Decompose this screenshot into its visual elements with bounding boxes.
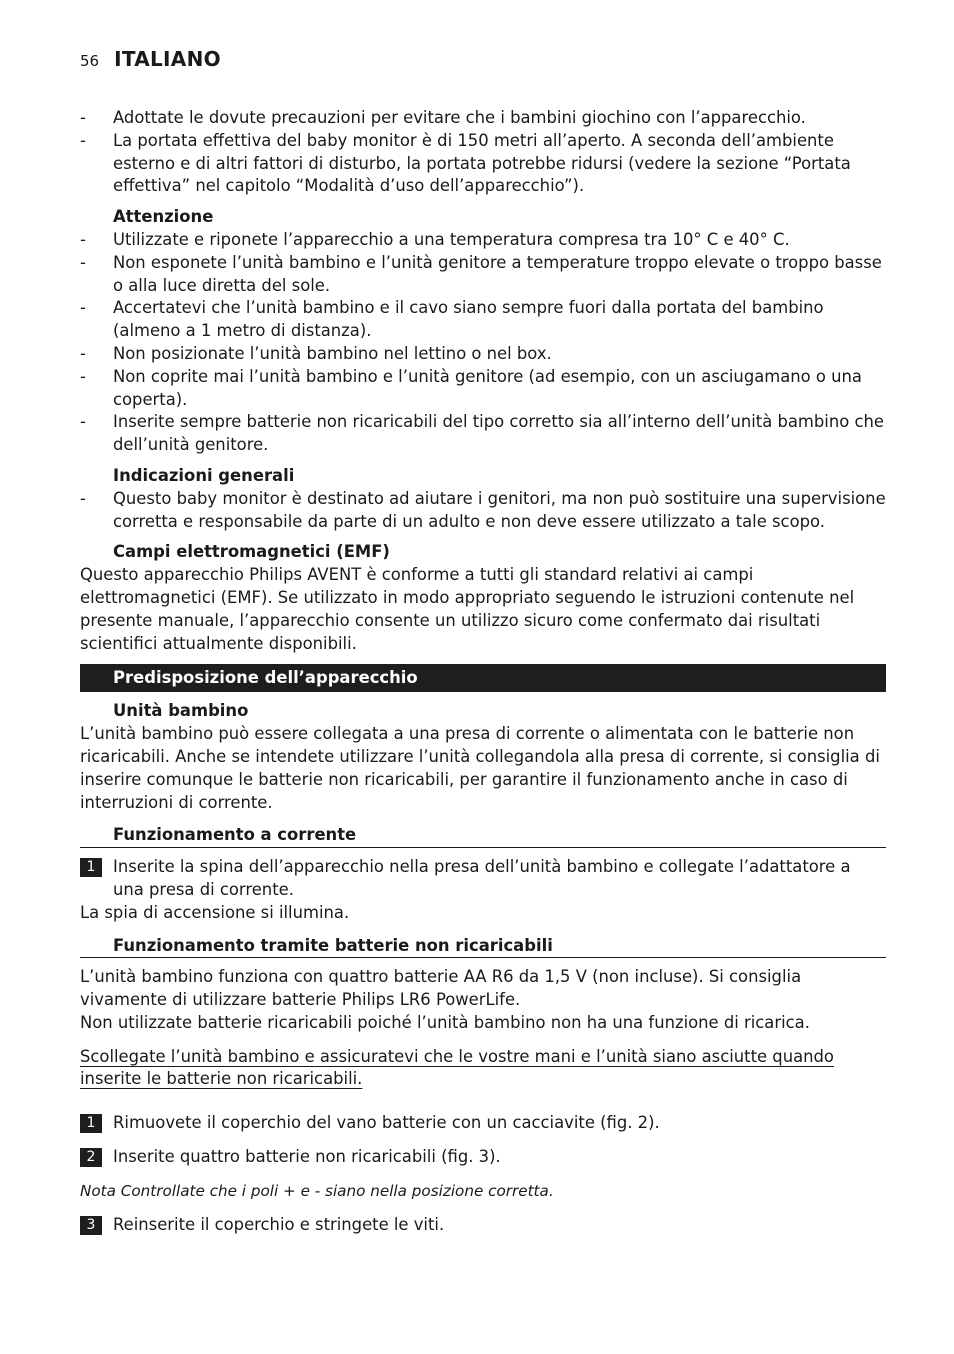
step-number-badge: 2 <box>80 1148 102 1167</box>
list-item: - Utilizzate e riponete l’apparecchio a una temperatura compresa tra 10° C e 40° C. <box>80 229 790 249</box>
list-item: - Questo baby monitor è destinato ad aiutare i genitori, ma non può sostituire una supervisione corretta e responsabile da parte di un adulto e non deve essere utilizzato a tale scopo. <box>80 488 886 531</box>
result-text: La spia di accensione si illumina. <box>80 902 350 922</box>
step-number-badge: 1 <box>80 858 102 877</box>
heading-funzionamento-corrente: Funzionamento a corrente <box>80 824 886 848</box>
warning-line: Scollegate l’unità bambino e assicuratevi che le vostre mani e l’unità siano asciutte quando <box>80 1046 834 1066</box>
list-item: - Non esponete l’unità bambino e l’unità genitore a temperature troppo elevate o troppo basse o alla luce diretta del sole. <box>80 252 882 295</box>
step-item: 3 Reinserite il coperchio e stringete le viti. <box>80 1214 886 1237</box>
batterie-paragraph: L’unità bambino funziona con quattro batterie AA R6 da 1,5 V (non incluse). Si consiglia vivamente di utilizzare batterie Philips LR6 PowerLife. <box>80 967 802 1010</box>
step-item: 1 Rimuovete il coperchio del vano batterie con un cacciavite (fig. 2). <box>80 1112 886 1135</box>
list-item: - Inserite sempre batterie non ricaricabili del tipo corretto sia all’interno dell’unità bambino che dell’unità genitore. <box>80 412 884 455</box>
heading-emf: Campi elettromagnetici (EMF) <box>113 542 390 562</box>
list-item: - Non posizionate l’unità bambino nel lettino o nel box. <box>80 343 552 363</box>
emf-paragraph: Questo apparecchio Philips AVENT è conforme a tutti gli standard relativi ai campi elettromagnetici (EMF). Se utilizzato in modo appropriato seguendo le istruzioni contenute nel presente manuale, l’apparecchio consente un utilizzo sicuro come confermato dai risultati scientifici attualmente disponibili. <box>80 565 855 653</box>
page-content <box>80 107 886 1236</box>
step-item: 2 Inserite quattro batterie non ricaricabili (fig. 3). <box>80 1146 886 1169</box>
step-number-badge: 1 <box>80 1114 102 1133</box>
heading-funzionamento-batterie: Funzionamento tramite batterie non ricaricabili <box>80 935 886 959</box>
list-item: - La portata effettiva del baby monitor è di 150 metri all’aperto. A seconda dell’ambiente esterno e di altri fattori di disturbo, la portata potrebbe ridursi (vedere la sezione “Portata effettiva” nel capitolo “Modalità d’uso dell’apparecchio”). <box>80 130 851 196</box>
unita-paragraph: L’unità bambino può essere collegata a una presa di corrente o alimentata con le batterie non ricaricabili. Anche se intendete utilizzare l’unità collegandola alla presa di corrente, si consiglia di inserire comunque le batterie non ricaricabili, per garantire il funzionamento anche in caso di interruzioni di corrente. <box>80 724 880 812</box>
note-text: Nota Controllate che i poli + e - siano nella posizione corretta. <box>80 1181 554 1200</box>
heading-indicazioni-generali: Indicazioni generali <box>113 465 295 485</box>
batterie-paragraph-2: Non utilizzate batterie ricaricabili poiché l’unità bambino non ha una funzione di ricarica. <box>80 1012 810 1032</box>
list-item: - Accertatevi che l’unità bambino e il cavo siano sempre fuori dalla portata del bambino (almeno a 1 metro di distanza). <box>80 298 824 341</box>
language-title: ITALIANO <box>114 47 221 71</box>
warning-line: inserite le batterie non ricaricabili. <box>80 1069 363 1089</box>
step-number-badge: 3 <box>80 1216 102 1235</box>
page-header <box>80 47 221 75</box>
step-item: 1 Inserite la spina dell’apparecchio nella presa dell’unità bambino e collegate l’adattatore a una presa di corrente. <box>80 856 886 902</box>
list-item: - Non coprite mai l’unità bambino e l’unità genitore (ad esempio, con un asciugamano o una coperta). <box>80 366 862 409</box>
list-item: - Adottate le dovute precauzioni per evitare che i bambini giochino con l’apparecchio. <box>80 108 806 127</box>
section-bar-predisposizione: Predisposizione dell’apparecchio <box>80 664 886 692</box>
heading-attenzione: Attenzione <box>113 207 214 227</box>
heading-unita-bambino: Unità bambino <box>113 701 249 721</box>
page-number: 56 <box>80 52 100 70</box>
